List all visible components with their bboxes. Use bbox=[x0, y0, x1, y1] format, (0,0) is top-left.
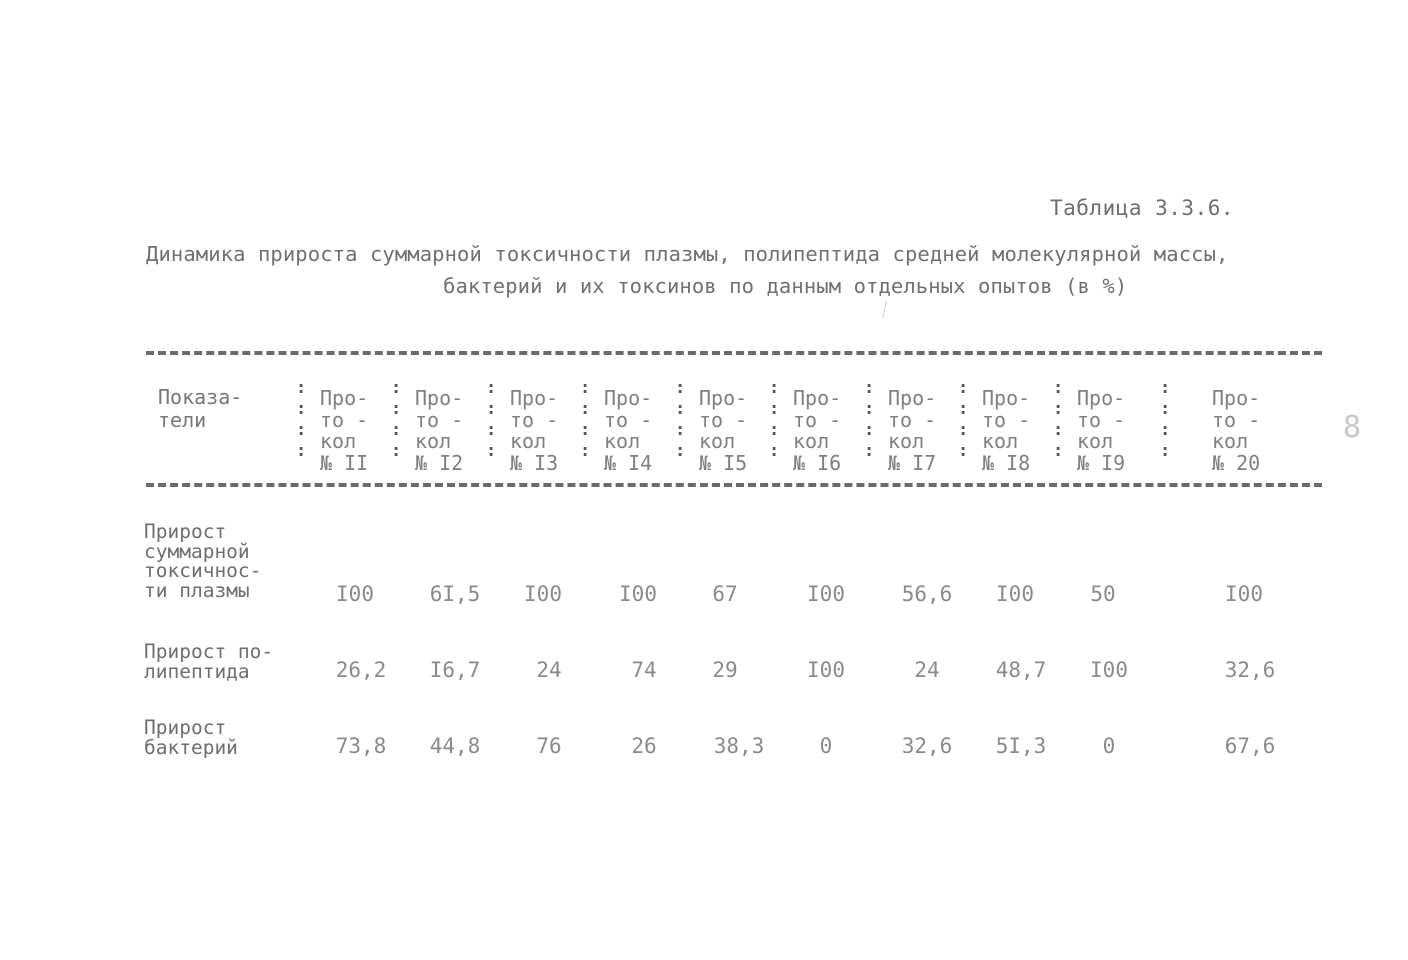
column-separator: : : : : bbox=[864, 378, 875, 461]
table-cell: 32,6 bbox=[1224, 658, 1276, 682]
table-cell: 24 bbox=[914, 658, 940, 682]
table-cell: 67 bbox=[712, 582, 738, 606]
table-cell: 0 bbox=[1102, 734, 1116, 758]
column-separator: : : : : bbox=[675, 378, 686, 461]
row-label-plasma-toxicity: Прирост суммарной токсичнос- ти плазмы bbox=[144, 520, 262, 602]
row-label-bacteria: Прирост бактерий bbox=[144, 716, 238, 759]
table-cell: 73,8 bbox=[335, 734, 387, 758]
table-cell: 6I,5 bbox=[429, 582, 481, 606]
table-cell: I00 bbox=[336, 582, 374, 606]
column-separator: : : : : bbox=[1053, 378, 1064, 461]
table-cell: 24 bbox=[536, 658, 562, 682]
column-header-protocol-17: Про- то - кол № I7 bbox=[888, 386, 937, 475]
column-header-protocol-15: Про- то - кол № I5 bbox=[699, 386, 748, 475]
table-cell: I00 bbox=[524, 582, 562, 606]
table-cell: 5I,3 bbox=[995, 734, 1047, 758]
margin-page-mark: 8 bbox=[1343, 410, 1362, 445]
table-title-line-1: Динамика прироста суммарной токсичности плазмы, полипептида средней молекулярной массы, bbox=[146, 242, 1229, 266]
table-cell: I00 bbox=[996, 582, 1034, 606]
row-label-polypeptide: Прирост по- липептида bbox=[144, 640, 274, 683]
table-cell: I00 bbox=[619, 582, 657, 606]
table-title-line-2: бактерий и их токсинов по данным отдельных опытов (в %) bbox=[443, 274, 1128, 298]
table-cell: 67,6 bbox=[1224, 734, 1276, 758]
column-separator: : : : : bbox=[391, 378, 402, 461]
header-indicators: Показа- тели bbox=[158, 385, 243, 432]
column-separator: : : : : bbox=[1160, 378, 1171, 461]
column-separator: : : : : bbox=[958, 378, 969, 461]
header-top-rule bbox=[146, 351, 1322, 355]
table-cell: 32,6 bbox=[901, 734, 953, 758]
table-cell: I00 bbox=[1225, 582, 1263, 606]
column-header-protocol-14: Про- то - кол № I4 bbox=[604, 386, 653, 475]
table-cell: 76 bbox=[536, 734, 562, 758]
column-separator: : : : : bbox=[580, 378, 591, 461]
table-cell: I00 bbox=[807, 582, 845, 606]
table-cell: I00 bbox=[807, 658, 845, 682]
table-cell: 74 bbox=[631, 658, 657, 682]
table-cell: 26,2 bbox=[335, 658, 387, 682]
column-separator: : : : : bbox=[296, 378, 307, 461]
column-separator: : : : : bbox=[486, 378, 497, 461]
column-header-protocol-11: Про- то - кол № II bbox=[320, 386, 369, 475]
column-header-protocol-19: Про- то - кол № I9 bbox=[1077, 386, 1126, 475]
table-cell: 38,3 bbox=[713, 734, 765, 758]
column-header-protocol-13: Про- то - кол № I3 bbox=[510, 386, 559, 475]
table-cell: 48,7 bbox=[995, 658, 1047, 682]
table-cell: 44,8 bbox=[429, 734, 481, 758]
table-cell: I6,7 bbox=[429, 658, 481, 682]
stray-mark bbox=[882, 301, 887, 319]
column-header-protocol-12: Про- то - кол № I2 bbox=[415, 386, 464, 475]
column-separator: : : : : bbox=[769, 378, 780, 461]
column-header-protocol-18: Про- то - кол № I8 bbox=[982, 386, 1031, 475]
table-cell: I00 bbox=[1090, 658, 1128, 682]
table-cell: 29 bbox=[712, 658, 738, 682]
table-cell: 0 bbox=[819, 734, 833, 758]
table-cell: 56,6 bbox=[901, 582, 953, 606]
table-cell: 26 bbox=[631, 734, 657, 758]
header-bottom-rule bbox=[146, 483, 1322, 487]
table-cell: 50 bbox=[1090, 582, 1116, 606]
column-header-protocol-16: Про- то - кол № I6 bbox=[793, 386, 842, 475]
table-number: Таблица 3.3.6. bbox=[1050, 196, 1235, 220]
column-header-protocol-20: Про- то - кол № 20 bbox=[1212, 386, 1261, 475]
